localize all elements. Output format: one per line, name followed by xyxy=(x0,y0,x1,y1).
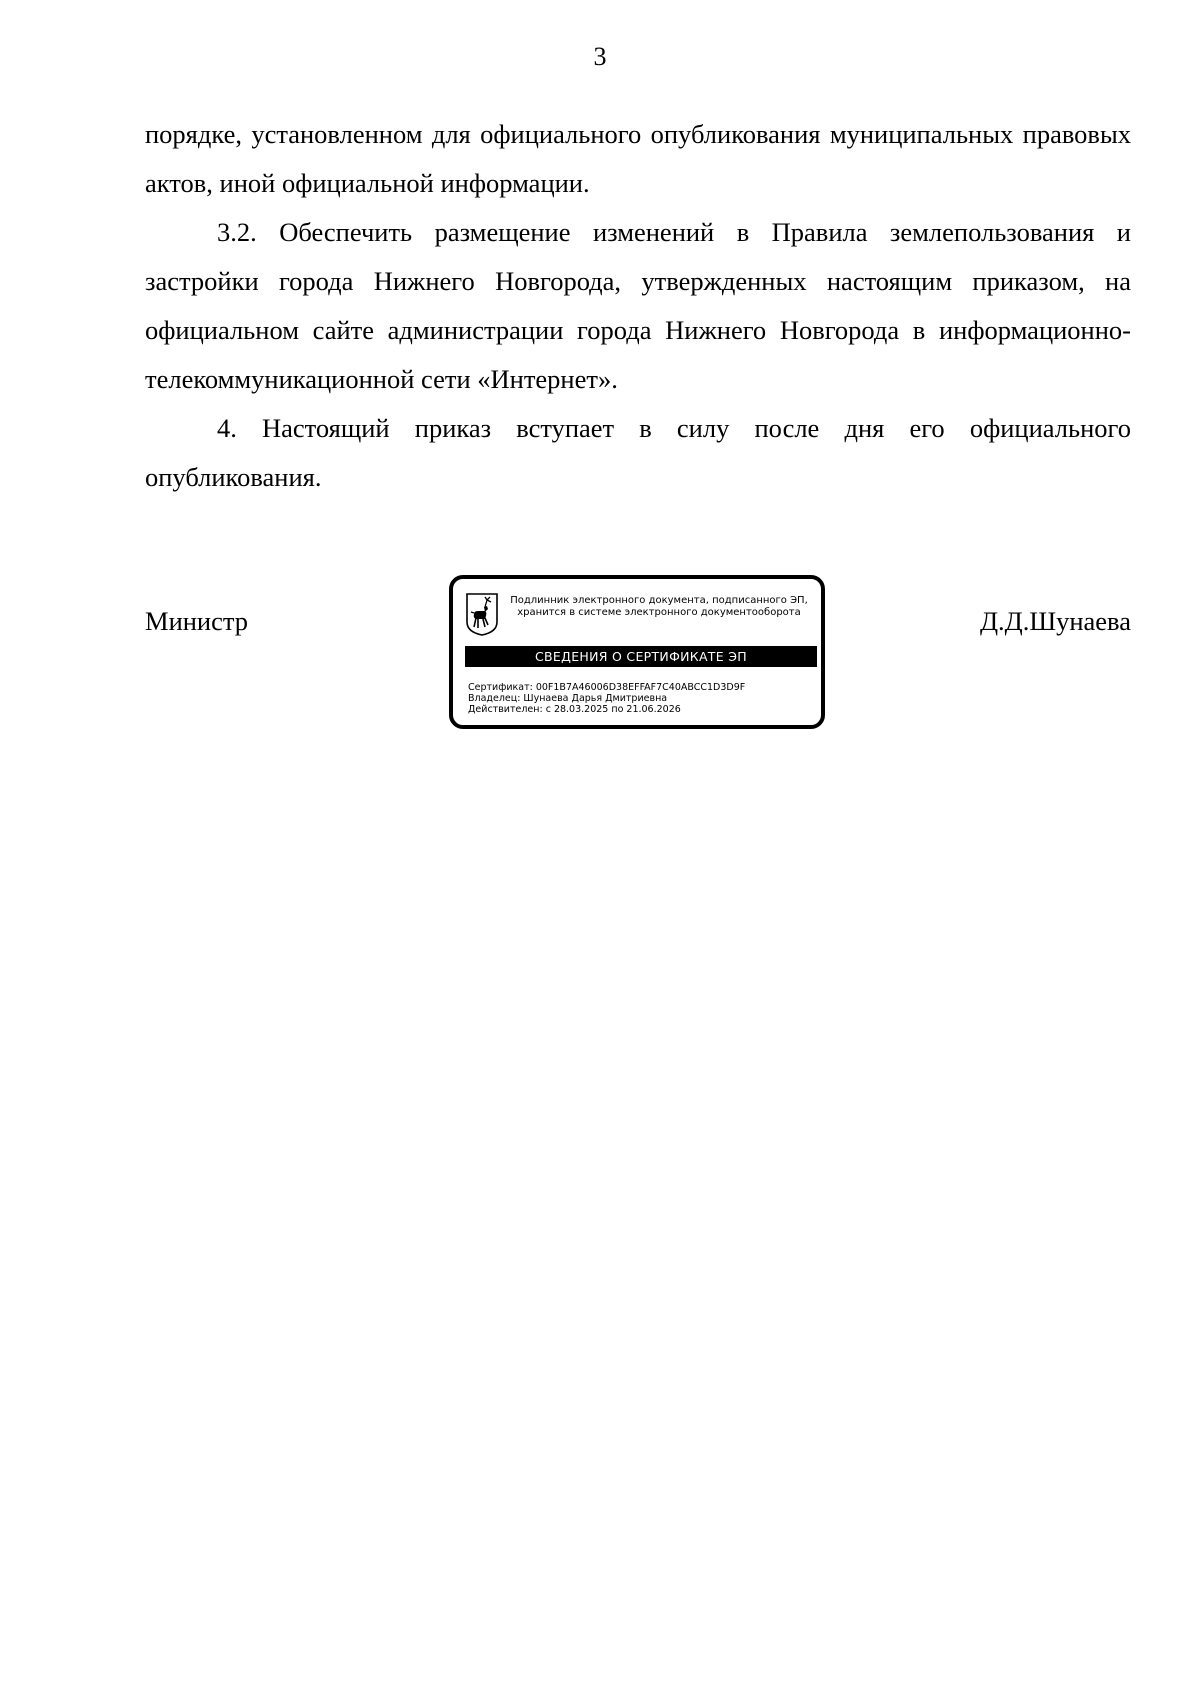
signature-block xyxy=(145,575,1131,735)
stamp-header-line: Подлинник электронного документа, подписанного ЭП, xyxy=(510,595,808,606)
paragraph-continuation: порядке, установленном для официального опубликования муниципальных правовых актов, иной официальной информации. xyxy=(145,119,1131,198)
stamp-header xyxy=(501,595,817,619)
signer-title: Министр xyxy=(145,606,249,636)
stamp-header-line: хранится в системе электронного документооборота xyxy=(517,607,801,618)
certificate-validity: Действителен: с 28.03.2025 по 21.06.2026 xyxy=(468,704,681,715)
paragraph-4: 4. Настоящий приказ вступает в силу после дня его официального опубликования. xyxy=(145,413,1131,492)
electronic-signature-stamp xyxy=(449,575,825,729)
deer-emblem-icon xyxy=(465,592,499,636)
page-number: 3 xyxy=(593,42,607,71)
document-body xyxy=(145,110,1131,502)
stamp-title-bar: СВЕДЕНИЯ О СЕРТИФИКАТЕ ЭП xyxy=(465,646,817,667)
signer-name: Д.Д.Шунаева xyxy=(979,606,1131,636)
paragraph-3-2: 3.2. Обеспечить размещение изменений в Правила землепользования и застройки города Нижнего Новгорода, утвержденных настоящим приказом, на официальном сайте администрации города Нижнего Новгорода в информационно-телекоммуникационной сети «Интернет». xyxy=(145,217,1131,394)
certificate-owner: Владелец: Шунаева Дарья Дмитриевна xyxy=(468,693,668,704)
stamp-details xyxy=(468,682,818,715)
certificate-number: Сертификат: 00F1B7A46006D38EFFAF7C40ABCC1D3D9F xyxy=(468,682,746,693)
